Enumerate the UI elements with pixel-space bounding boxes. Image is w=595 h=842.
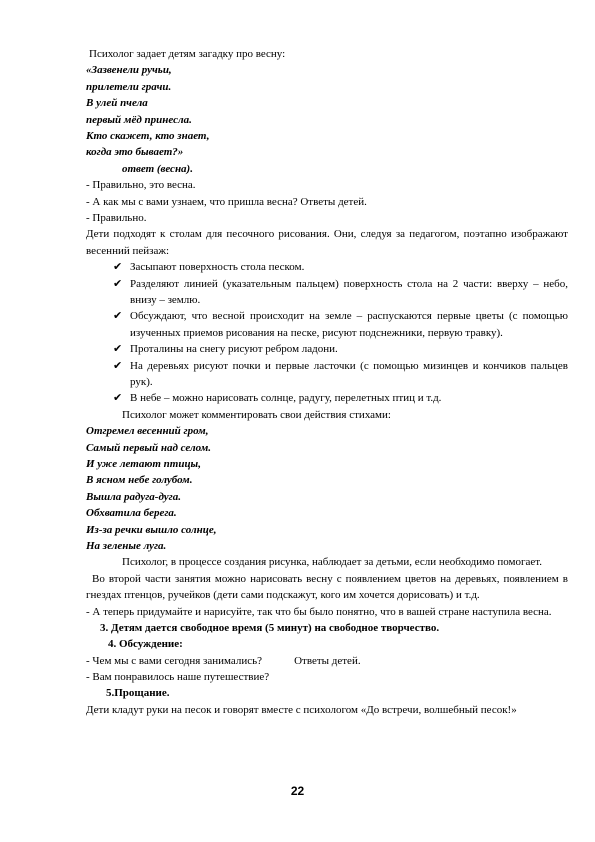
check-mark-icon: ✔ — [113, 261, 123, 274]
paragraph-observation: Психолог, в процессе создания рисунка, наблюдает за детьми, если необходимо помогает. — [122, 556, 542, 569]
riddle-line: когда это бывает?» — [86, 146, 184, 159]
page-number: 22 — [290, 784, 305, 798]
dialog-line: - А как мы с вами узнаем, что пришла весна? Ответы детей. — [86, 195, 367, 208]
step-text: Разделяют линией (указательным пальцем) поверхность стола на 2 части: вверху – небо, внизу – землю. — [130, 277, 568, 306]
check-mark-icon: ✔ — [113, 359, 123, 372]
poem-line: И уже летают птицы, — [86, 457, 201, 470]
discussion-question: - Чем мы с вами сегодня занимались? — [86, 654, 263, 667]
riddle-line: прилетели грачи. — [86, 80, 172, 93]
paragraph-task: - А теперь придумайте и нарисуйте, так что бы было понятно, что в вашей стране наступила весна. — [86, 605, 552, 618]
riddle-line: первый мёд принесла. — [86, 113, 192, 126]
section-heading-farewell: 5.Прощание. — [106, 687, 170, 700]
psychologist-comment: Психолог может комментировать свои действия стихами: — [122, 408, 391, 421]
step-item — [86, 390, 568, 406]
poem-line: В ясном небе голубом. — [86, 474, 193, 487]
step-item — [86, 276, 568, 309]
riddle-answer: ответ (весна). — [122, 162, 193, 175]
riddle-line: Кто скажет, кто знает, — [86, 129, 210, 142]
paragraph-second-part: Во второй части занятия можно нарисовать весну с появлением цветов на деревьях, появлением в гнездах птенцов, ручейков (дети сами подскажут, кого им хочется дорисовать) и т.д. — [86, 572, 568, 602]
step-item — [86, 259, 568, 275]
step-item — [86, 308, 568, 341]
dialog-line: - Правильно. — [86, 211, 147, 224]
document-page — [86, 46, 568, 718]
poem-line: Самый первый над селом. — [86, 441, 212, 454]
step-text: На деревьях рисуют почки и первые ласточки (с помощью мизинцев и кончиков пальцев рук). — [130, 359, 568, 388]
poem-line: Отгремел весенний гром, — [86, 425, 209, 438]
step-item — [86, 341, 568, 357]
check-mark-icon: ✔ — [113, 343, 123, 356]
check-mark-icon: ✔ — [113, 392, 123, 405]
step-text: Засыпают поверхность стола песком. — [130, 261, 305, 274]
poem-line: На зеленые луга. — [86, 539, 167, 552]
riddle-line: В улей пчела — [86, 97, 148, 110]
riddle-line: «Зазвенели ручьи, — [86, 64, 172, 77]
check-mark-icon: ✔ — [113, 277, 123, 290]
poem-line: Вышла радуга-дуга. — [86, 490, 181, 503]
discussion-line — [86, 653, 568, 669]
section-heading-discussion: 4. Обсуждение: — [108, 638, 183, 651]
poem-line: Обхватила берега. — [86, 507, 177, 520]
step-text: В небе – можно нарисовать солнце, радугу, перелетных птиц и т.д. — [130, 392, 442, 405]
check-mark-icon: ✔ — [113, 310, 123, 323]
farewell-text: Дети кладут руки на песок и говорят вместе с психологом «До встречи, волшебный песок!» — [86, 703, 517, 716]
step-text: Обсуждают, что весной происходит на земле – распускаются первые цветы (с помощью изученных приемов рисования на песке, рисуют подснежники, первую травку). — [130, 310, 568, 339]
discussion-answer: Ответы детей. — [294, 654, 361, 667]
step-text: Проталины на снегу рисуют ребром ладони. — [130, 343, 338, 356]
poem-line: Из-за речки вышло солнце, — [86, 523, 217, 536]
paragraph-sand-drawing: Дети подходят к столам для песочного рисования. Они, следуя за педагогом, поэтапно изображают весенний пейзаж: — [86, 228, 568, 257]
discussion-line: - Вам понравилось наше путешествие? — [86, 671, 270, 684]
section-heading-free-time: 3. Детям дается свободное время (5 минут) на свободное творчество. — [100, 621, 440, 634]
intro-text: Психолог задает детям загадку про весну: — [89, 48, 286, 60]
step-item — [86, 358, 568, 391]
dialog-line: - Правильно, это весна. — [86, 179, 196, 192]
